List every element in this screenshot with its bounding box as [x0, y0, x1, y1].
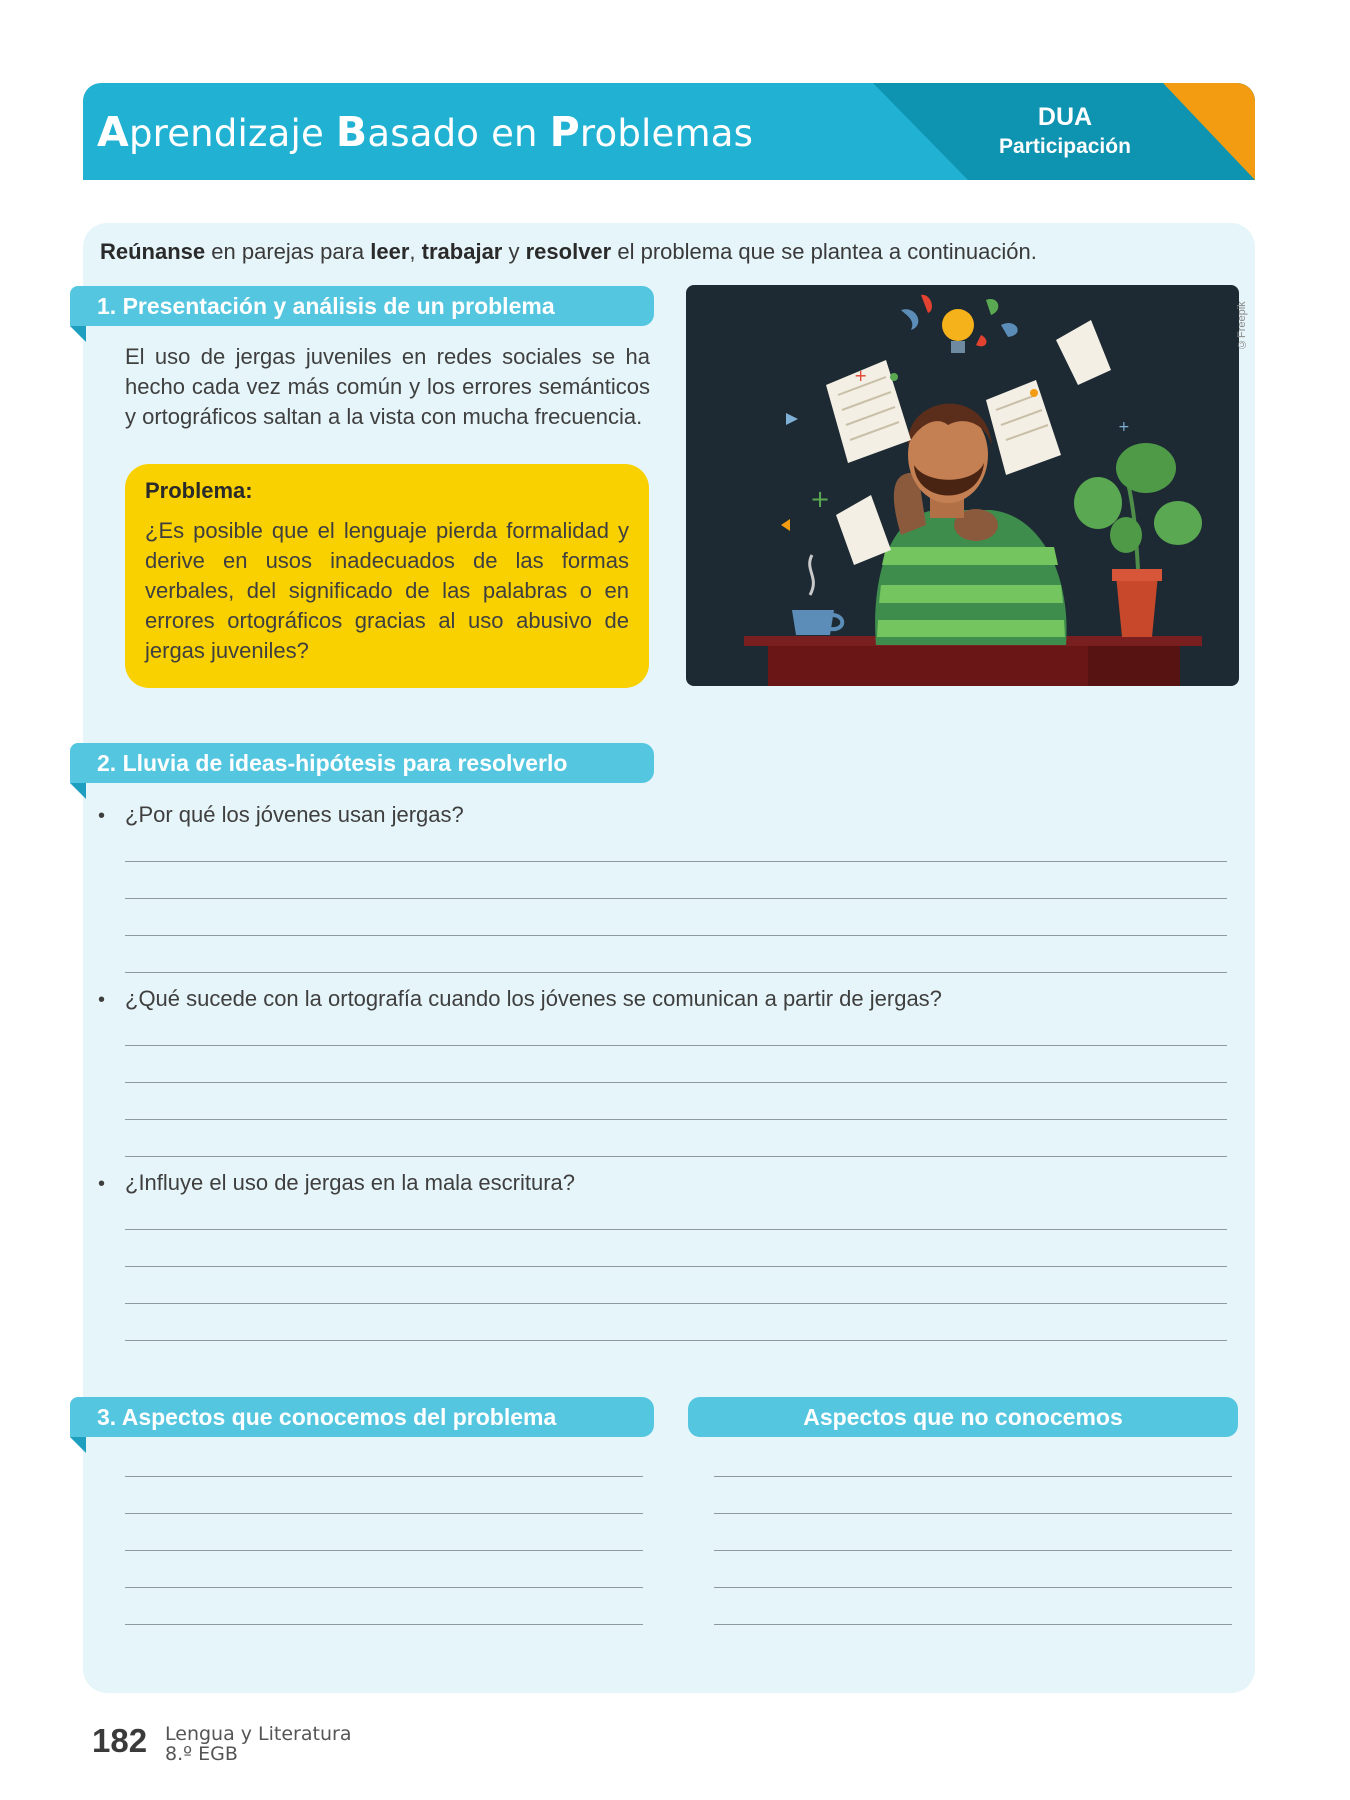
- instruction-bold: leer: [370, 239, 410, 264]
- question-text: ¿Por qué los jóvenes usan jergas?: [125, 802, 464, 827]
- answer-line[interactable]: [714, 1550, 1232, 1551]
- answer-line[interactable]: [125, 972, 1227, 973]
- instruction-bold: resolver: [525, 239, 612, 264]
- answer-line[interactable]: [714, 1587, 1232, 1588]
- footer-subject: [165, 1724, 351, 1764]
- thinking-man-illustration: [686, 285, 1239, 686]
- dua-label: DUA: [1037, 103, 1093, 131]
- section-3-tab: 3. Aspectos que conocemos del problema: [70, 1397, 654, 1437]
- subject-name: Lengua y Literatura: [165, 1723, 352, 1745]
- problem-question: ¿Es posible que el lenguaje pierda formalidad y derive en usos inadecuados de las formas verbales, del significado de las palabras o en errores ortográficos gracias al uso abusivo de jergas juveniles?: [145, 518, 629, 663]
- svg-text:+: +: [1118, 419, 1130, 435]
- bullet-icon: •: [98, 1173, 106, 1195]
- question-3: [98, 1170, 575, 1196]
- answer-line[interactable]: [125, 1340, 1227, 1341]
- problem-description: El uso de jergas juveniles en redes sociales se ha hecho cada vez más común y los errores semánticos y ortográficos saltan a la vista con mucha frecuencia.: [125, 344, 650, 429]
- answer-line[interactable]: [125, 1082, 1227, 1083]
- question-text: ¿Influye el uso de jergas en la mala escritura?: [125, 1170, 576, 1195]
- answer-line[interactable]: [125, 861, 1227, 862]
- title-initial: B: [335, 108, 368, 156]
- answer-line[interactable]: [125, 1550, 643, 1551]
- section-1-tab: 1. Presentación y análisis de un problema: [70, 286, 654, 326]
- svg-text:+: +: [810, 485, 831, 513]
- illustration-svg: [686, 285, 1239, 686]
- instruction-text: y: [502, 239, 526, 264]
- answer-line[interactable]: [125, 1229, 1227, 1230]
- title-word: roblemas: [579, 112, 754, 155]
- instruction-text: en parejas para: [205, 239, 371, 264]
- answer-line[interactable]: [714, 1624, 1232, 1625]
- page-title: [97, 108, 753, 156]
- title-initial: A: [97, 108, 129, 156]
- answer-line[interactable]: [125, 1624, 643, 1625]
- question-2: [98, 986, 942, 1012]
- answer-line[interactable]: [125, 898, 1227, 899]
- svg-text:+: +: [854, 366, 868, 385]
- instruction-text: el problema que se plantea a continuación.: [611, 239, 1037, 264]
- instruction-bold: Reúnanse: [100, 239, 206, 264]
- answer-line[interactable]: [125, 1476, 643, 1477]
- grade-level: 8.º EGB: [165, 1743, 238, 1765]
- answer-line[interactable]: [125, 1513, 643, 1514]
- problem-title: Problema:: [145, 478, 253, 503]
- title-initial: P: [549, 108, 580, 156]
- answer-line[interactable]: [125, 935, 1227, 936]
- instruction-bold: trabajar: [421, 239, 503, 264]
- answer-line[interactable]: [125, 1156, 1227, 1157]
- answer-line[interactable]: [714, 1513, 1232, 1514]
- title-word: prendizaje: [128, 112, 336, 155]
- bullet-icon: •: [98, 805, 106, 827]
- instruction-text: ,: [409, 239, 422, 264]
- dua-subtitle: Participación: [999, 135, 1131, 158]
- unknown-aspects-tab: Aspectos que no conocemos: [688, 1397, 1238, 1437]
- answer-line[interactable]: [125, 1266, 1227, 1267]
- image-credit: ©Freepik: [1236, 301, 1248, 350]
- question-text: ¿Qué sucede con la ortografía cuando los jóvenes se comunican a partir de jergas?: [125, 986, 942, 1011]
- answer-line[interactable]: [714, 1476, 1232, 1477]
- answer-line[interactable]: [125, 1303, 1227, 1304]
- instructions: [100, 239, 1037, 265]
- bullet-icon: •: [98, 989, 106, 1011]
- answer-line[interactable]: [125, 1119, 1227, 1120]
- problem-box: [125, 464, 649, 688]
- question-1: [98, 802, 464, 828]
- page-number: 182: [92, 1722, 148, 1759]
- section-2-tab: 2. Lluvia de ideas-hipótesis para resolverlo: [70, 743, 654, 783]
- answer-line[interactable]: [125, 1045, 1227, 1046]
- title-word: asado en: [367, 112, 550, 155]
- answer-line[interactable]: [125, 1587, 643, 1588]
